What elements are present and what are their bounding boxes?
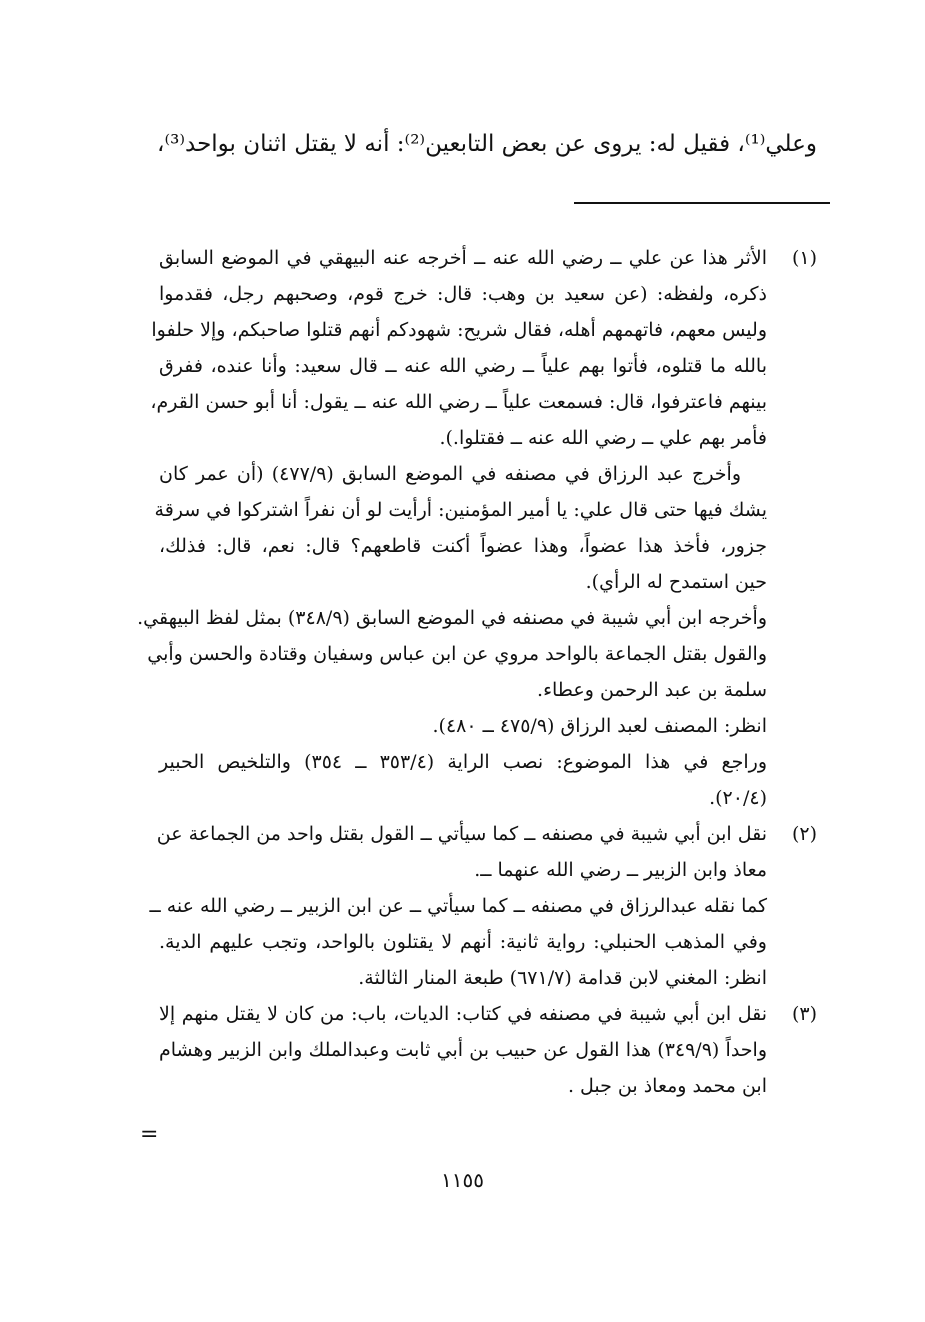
footnote-separator — [574, 202, 830, 204]
footnote-line: بالله ما قتلوه، فأتوا بهم علياً ــ رضي الله عنه ــ قال سعيد: وأنا عنده، ففرق — [159, 355, 767, 377]
footnote-line: واحداً (٣٤٩/٩) هذا القول عن حبيب بن أبي ثابت وعبدالملك وابن الزبير وهشام — [159, 1039, 767, 1061]
footnote-line: نقل ابن أبي شيبة في مصنفه في كتاب: الديات، باب: من كان لا يقتل منهم إلا — [159, 1003, 767, 1025]
page-number: ١١٥٥ — [441, 1168, 484, 1192]
footnote-line: سلمة بن عبد الرحمن وعطاء. — [537, 679, 767, 701]
footnote-line: وفي المذهب الحنبلي: رواية ثانية: أنهم لا يقتلون بالواحد، وتجب عليهم الدية. — [159, 931, 767, 953]
footnote-line: انظر: المغني لابن قدامة (٦٧١/٧) طبعة المنار الثالثة. — [358, 967, 767, 989]
footnote-line: بينهم فاعترفوا، قال: فسمعت علياً ــ رضي الله عنه ــ يقول: أنا أبو حسن القرم، — [150, 391, 767, 413]
footnote-1 — [0, 240, 925, 816]
footnote-line: يشك فيها حتى قال علي: يا أمير المؤمنين: أرأيت لو أن نفراً اشتركوا في سرقة — [154, 499, 767, 521]
footnote-line: (٢٠/٤). — [709, 787, 767, 809]
footnote-line: جزور، فأخذ هذا عضواً، وهذا عضواً أكنت قاطعهم؟ قال: نعم، قال: فذلك، — [159, 535, 767, 557]
footnote-line: والقول بقتل الجماعة بالواحد مروي عن ابن عباس وسفيان وقتادة والحسن وأبي — [147, 643, 767, 665]
footnote-3 — [0, 996, 925, 1104]
footnote-number: (١) — [791, 247, 817, 269]
footnote-2 — [0, 816, 925, 996]
footnote-line: الأثر هذا عن علي ــ رضي الله عنه ــ أخرجه عنه البيهقي في الموضع السابق — [159, 247, 767, 269]
footnote-line: حين استمدح له الرأي). — [585, 571, 767, 593]
footnote-line: نقل ابن أبي شيبة في مصنفه ــ كما سيأتي ــ القول بقتل واحد من الجماعة عن — [156, 823, 767, 845]
footnote-number: (٢) — [791, 823, 817, 845]
footnote-number: (٣) — [791, 1003, 817, 1025]
footnote-line: وراجع في هذا الموضوع: نصب الراية (٣٥٣/٤ ــ ٣٥٤) والتلخيص الحبير — [159, 751, 767, 773]
continuation-mark: = — [140, 1122, 159, 1147]
footnote-line: وأخرجه ابن أبي شيبة في مصنفه في الموضع السابق (٣٤٨/٩) بمثل لفظ البيهقي. — [137, 607, 767, 629]
main-text-line — [97, 126, 817, 162]
footnote-line: معاذ وابن الزبير ــ رضي الله عنهما ــ. — [474, 859, 767, 881]
main-text: وعلي⁽¹⁾، فقيل له: يروى عن بعض التابعين⁽²⁾: أنه لا يقتل اثنان بواحد⁽³⁾، — [157, 131, 817, 157]
footnote-line: كما نقله عبدالرزاق في مصنفه ــ كما سيأتي ــ عن ابن الزبير ــ رضي الله عنه ــ — [149, 895, 767, 917]
footnote-line: ابن محمد ومعاذ بن جبل . — [567, 1075, 767, 1097]
footnote-line: فأمر بهم علي ــ رضي الله عنه ــ فقتلوا.). — [439, 427, 767, 449]
footnote-line: انظر: المصنف لعبد الرزاق (٤٧٥/٩ ــ ٤٨٠). — [432, 715, 767, 737]
footnote-line: ذكره، ولفظه: (عن سعيد بن وهب: قال: خرج قوم، وصحبهم رجل، فقدموا — [159, 283, 767, 305]
footnote-line: وليس معهم، فاتهمهم أهله، فقال شريح: شهودكم أنهم قتلوا صاحبكم، وإلا حلفوا — [151, 319, 767, 341]
footnote-line: وأخرج عبد الرزاق في مصنفه في الموضع السابق (٤٧٧/٩) (أن عمر كان — [159, 463, 741, 485]
footnotes-section — [0, 240, 925, 1104]
